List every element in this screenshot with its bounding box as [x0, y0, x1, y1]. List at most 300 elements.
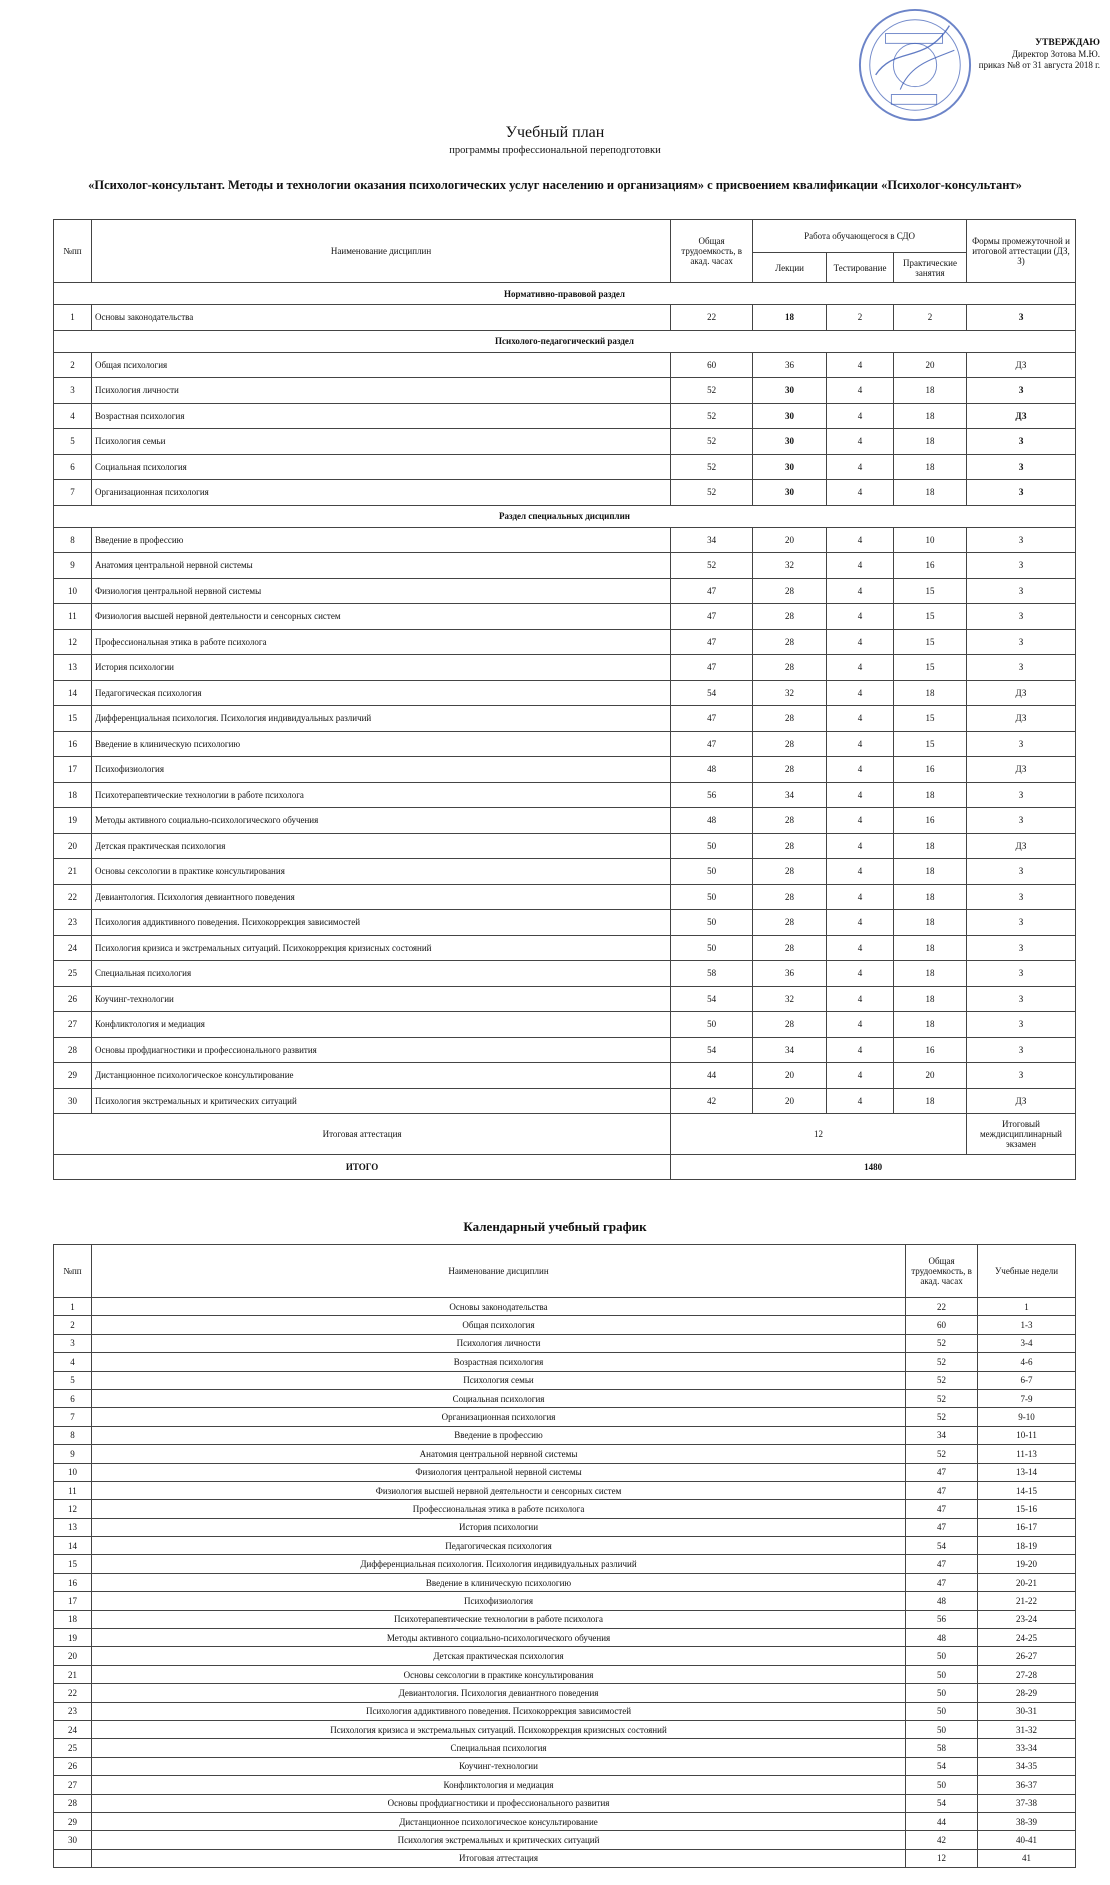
row-name: Профессиональная этика в работе психолога	[91, 629, 670, 655]
row-practice: 18	[894, 1012, 967, 1038]
row-testing: 4	[827, 961, 894, 987]
row-practice: 18	[894, 378, 967, 404]
row-total: 22	[671, 305, 753, 331]
row-total: 47	[671, 604, 753, 630]
row-testing: 4	[827, 782, 894, 808]
row-practice: 18	[894, 910, 967, 936]
row-num: 17	[54, 757, 92, 783]
row-testing: 4	[827, 884, 894, 910]
cal-weeks: 15-16	[978, 1500, 1076, 1518]
row-form: ДЗ	[966, 352, 1075, 378]
approval-director: Директор Зотова М.Ю.	[1011, 49, 1100, 59]
cal-name: История психологии	[91, 1518, 905, 1536]
table-row	[54, 1088, 1076, 1114]
row-total: 56	[671, 782, 753, 808]
row-total: 48	[671, 808, 753, 834]
cal-total: 12	[906, 1849, 978, 1867]
cal-name: Психология семьи	[91, 1371, 905, 1389]
row-total: 47	[671, 578, 753, 604]
cal-total: 47	[906, 1463, 978, 1481]
row-name: Психология аддиктивного поведения. Психокоррекция зависимостей	[91, 910, 670, 936]
row-lectures: 18	[753, 305, 827, 331]
calendar-row	[54, 1426, 1076, 1444]
calendar-row	[54, 1812, 1076, 1830]
table-row	[54, 553, 1076, 579]
row-name: Общая психология	[91, 352, 670, 378]
row-lectures: 28	[753, 731, 827, 757]
cal-weeks: 11-13	[978, 1445, 1076, 1463]
round-stamp-icon	[856, 6, 974, 124]
section-row	[54, 283, 1076, 305]
table-row	[54, 604, 1076, 630]
calendar-row	[54, 1445, 1076, 1463]
row-testing: 4	[827, 527, 894, 553]
cal-total: 47	[906, 1481, 978, 1499]
row-total: 54	[671, 1037, 753, 1063]
row-testing: 4	[827, 859, 894, 885]
row-total: 50	[671, 910, 753, 936]
row-lectures: 36	[753, 961, 827, 987]
row-testing: 4	[827, 578, 894, 604]
row-practice: 15	[894, 655, 967, 681]
row-practice: 18	[894, 403, 967, 429]
row-testing: 4	[827, 808, 894, 834]
header-work: Работа обучающегося в СДО	[753, 220, 967, 253]
cal-name: Физиология центральной нервной системы	[91, 1463, 905, 1481]
table-row	[54, 833, 1076, 859]
table-row	[54, 429, 1076, 455]
calendar-row	[54, 1408, 1076, 1426]
cal-weeks: 19-20	[978, 1555, 1076, 1573]
row-form: З	[966, 859, 1075, 885]
row-name: Организационная психология	[91, 480, 670, 506]
cal-name: Возрастная психология	[91, 1353, 905, 1371]
row-practice: 18	[894, 1088, 967, 1114]
row-form: З	[966, 305, 1075, 331]
row-testing: 4	[827, 680, 894, 706]
row-lectures: 28	[753, 629, 827, 655]
row-form: З	[966, 910, 1075, 936]
row-form: З	[966, 1037, 1075, 1063]
row-lectures: 20	[753, 1063, 827, 1089]
row-practice: 20	[894, 352, 967, 378]
cal-name: Итоговая аттестация	[91, 1849, 905, 1867]
calendar-row	[54, 1794, 1076, 1812]
row-testing: 4	[827, 706, 894, 732]
row-lectures: 28	[753, 808, 827, 834]
row-name: Основы сексологии в практике консультирования	[91, 859, 670, 885]
row-form: З	[966, 986, 1075, 1012]
cal-num: 11	[54, 1481, 92, 1499]
calendar-table	[53, 1244, 1076, 1868]
row-form: З	[966, 1063, 1075, 1089]
row-form: З	[966, 527, 1075, 553]
row-practice: 18	[894, 935, 967, 961]
row-testing: 4	[827, 352, 894, 378]
row-lectures: 28	[753, 706, 827, 732]
row-name: Методы активного социально-психологического обучения	[91, 808, 670, 834]
cal-header-total: Общая трудоемкость, в акад. часах	[906, 1245, 978, 1298]
row-num: 19	[54, 808, 92, 834]
row-num: 26	[54, 986, 92, 1012]
row-lectures: 36	[753, 352, 827, 378]
row-form: ДЗ	[966, 403, 1075, 429]
section-row	[54, 330, 1076, 352]
calendar-row	[54, 1592, 1076, 1610]
table-row	[54, 757, 1076, 783]
cal-num: 14	[54, 1537, 92, 1555]
row-lectures: 28	[753, 859, 827, 885]
row-num: 23	[54, 910, 92, 936]
approval-text	[979, 38, 1100, 71]
cal-weeks: 36-37	[978, 1776, 1076, 1794]
row-total: 52	[671, 454, 753, 480]
row-form: ДЗ	[966, 706, 1075, 732]
row-name: Дифференциальная психология. Психология индивидуальных различий	[91, 706, 670, 732]
cal-name: Специальная психология	[91, 1739, 905, 1757]
row-lectures: 20	[753, 1088, 827, 1114]
row-testing: 4	[827, 1063, 894, 1089]
cal-num: 15	[54, 1555, 92, 1573]
cal-total: 42	[906, 1831, 978, 1849]
row-lectures: 32	[753, 553, 827, 579]
row-num: 12	[54, 629, 92, 655]
row-practice: 15	[894, 578, 967, 604]
row-total: 52	[671, 480, 753, 506]
row-practice: 16	[894, 808, 967, 834]
row-num: 25	[54, 961, 92, 987]
cal-num: 4	[54, 1353, 92, 1371]
row-num: 13	[54, 655, 92, 681]
cal-name: Социальная психология	[91, 1389, 905, 1407]
row-lectures: 30	[753, 480, 827, 506]
cal-num: 6	[54, 1389, 92, 1407]
table-row	[54, 808, 1076, 834]
row-form: З	[966, 808, 1075, 834]
calendar-title: Календарный учебный график	[463, 1219, 647, 1234]
cal-name: Физиология высшей нервной деятельности и сенсорных систем	[91, 1481, 905, 1499]
row-lectures: 34	[753, 1037, 827, 1063]
row-form: З	[966, 604, 1075, 630]
row-name: Дистанционное психологическое консультирование	[91, 1063, 670, 1089]
calendar-row	[54, 1665, 1076, 1683]
approval-order: приказ №8 от 31 августа 2018 г.	[978, 60, 1100, 70]
cal-total: 47	[906, 1573, 978, 1591]
row-name: Психология кризиса и экстремальных ситуаций. Психокоррекция кризисных состояний	[91, 935, 670, 961]
cal-weeks: 31-32	[978, 1720, 1076, 1738]
row-practice: 18	[894, 454, 967, 480]
calendar-row	[54, 1481, 1076, 1499]
calendar-row	[54, 1334, 1076, 1352]
row-total: 47	[671, 655, 753, 681]
table-row	[54, 706, 1076, 732]
row-lectures: 28	[753, 935, 827, 961]
table-row	[54, 859, 1076, 885]
row-name: Педагогическая психология	[91, 680, 670, 706]
cal-weeks: 28-29	[978, 1684, 1076, 1702]
row-form: ДЗ	[966, 680, 1075, 706]
row-testing: 4	[827, 986, 894, 1012]
header-testing: Тестирование	[827, 253, 894, 283]
row-lectures: 28	[753, 833, 827, 859]
cal-num: 26	[54, 1757, 92, 1775]
calendar-row	[54, 1776, 1076, 1794]
cal-num: 9	[54, 1445, 92, 1463]
row-practice: 18	[894, 680, 967, 706]
cal-weeks: 18-19	[978, 1537, 1076, 1555]
table-row	[54, 454, 1076, 480]
row-total: 50	[671, 935, 753, 961]
row-practice: 18	[894, 859, 967, 885]
row-lectures: 28	[753, 1012, 827, 1038]
cal-weeks: 40-41	[978, 1831, 1076, 1849]
calendar-row	[54, 1720, 1076, 1738]
cal-name: Профессиональная этика в работе психолога	[91, 1500, 905, 1518]
cal-num	[54, 1849, 92, 1867]
row-total: 48	[671, 757, 753, 783]
cal-num: 10	[54, 1463, 92, 1481]
cal-num: 18	[54, 1610, 92, 1628]
calendar-row	[54, 1831, 1076, 1849]
row-practice: 15	[894, 604, 967, 630]
cal-name: Психология личности	[91, 1334, 905, 1352]
cal-name: Психология кризиса и экстремальных ситуаций. Психокоррекция кризисных состояний	[91, 1720, 905, 1738]
calendar-row	[54, 1573, 1076, 1591]
cal-total: 47	[906, 1518, 978, 1536]
row-num: 28	[54, 1037, 92, 1063]
calendar-row	[54, 1389, 1076, 1407]
row-practice: 15	[894, 731, 967, 757]
header-total: Общая трудоемкость, в акад. часах	[671, 220, 753, 283]
table-row	[54, 1037, 1076, 1063]
row-num: 29	[54, 1063, 92, 1089]
row-testing: 4	[827, 454, 894, 480]
row-testing: 4	[827, 910, 894, 936]
cal-weeks: 4-6	[978, 1353, 1076, 1371]
cal-weeks: 3-4	[978, 1334, 1076, 1352]
cal-total: 47	[906, 1500, 978, 1518]
row-num: 21	[54, 859, 92, 885]
row-total: 52	[671, 553, 753, 579]
cal-weeks: 16-17	[978, 1518, 1076, 1536]
header-forms: Формы промежуточной и итоговой аттестации (ДЗ, З)	[966, 220, 1075, 283]
table-row	[54, 961, 1076, 987]
row-num: 20	[54, 833, 92, 859]
cal-num: 20	[54, 1647, 92, 1665]
row-form: З	[966, 553, 1075, 579]
calendar-row	[54, 1555, 1076, 1573]
row-name: Возрастная психология	[91, 403, 670, 429]
calendar-row	[54, 1371, 1076, 1389]
final-attestation-label: Итоговая аттестация	[54, 1114, 671, 1155]
section-row	[54, 505, 1076, 527]
table-row	[54, 884, 1076, 910]
total-hours: 1480	[671, 1155, 1076, 1180]
row-practice: 18	[894, 833, 967, 859]
table-row	[54, 578, 1076, 604]
row-testing: 4	[827, 833, 894, 859]
total-label: ИТОГО	[54, 1155, 671, 1180]
header-practice: Практические занятия	[894, 253, 967, 283]
cal-num: 27	[54, 1776, 92, 1794]
calendar-row	[54, 1739, 1076, 1757]
row-lectures: 30	[753, 378, 827, 404]
row-testing: 4	[827, 935, 894, 961]
row-form: З	[966, 480, 1075, 506]
cal-total: 52	[906, 1389, 978, 1407]
cal-name: Педагогическая психология	[91, 1537, 905, 1555]
cal-total: 48	[906, 1592, 978, 1610]
row-lectures: 28	[753, 655, 827, 681]
final-attestation-row	[54, 1114, 1076, 1155]
calendar-row	[54, 1849, 1076, 1867]
cal-num: 25	[54, 1739, 92, 1757]
row-lectures: 28	[753, 910, 827, 936]
row-form: З	[966, 935, 1075, 961]
table-row	[54, 986, 1076, 1012]
cal-header-name: Наименование дисциплин	[91, 1245, 905, 1298]
cal-total: 48	[906, 1629, 978, 1647]
row-num: 15	[54, 706, 92, 732]
table-row	[54, 480, 1076, 506]
row-testing: 4	[827, 480, 894, 506]
row-testing: 4	[827, 1037, 894, 1063]
cal-total: 52	[906, 1408, 978, 1426]
row-practice: 20	[894, 1063, 967, 1089]
row-name: Социальная психология	[91, 454, 670, 480]
row-num: 4	[54, 403, 92, 429]
calendar-row	[54, 1702, 1076, 1720]
table-row	[54, 403, 1076, 429]
final-attestation-form: Итоговый междисциплинарный экзамен	[966, 1114, 1075, 1155]
row-lectures: 30	[753, 454, 827, 480]
row-testing: 4	[827, 757, 894, 783]
row-lectures: 30	[753, 429, 827, 455]
row-testing: 4	[827, 429, 894, 455]
cal-num: 22	[54, 1684, 92, 1702]
table-row	[54, 910, 1076, 936]
row-total: 50	[671, 833, 753, 859]
row-name: Психология личности	[91, 378, 670, 404]
cal-header-num: №пп	[54, 1245, 92, 1298]
row-num: 10	[54, 578, 92, 604]
cal-total: 50	[906, 1702, 978, 1720]
row-name: Основы профдиагностики и профессионального развития	[91, 1037, 670, 1063]
cal-name: Психофизиология	[91, 1592, 905, 1610]
calendar-row	[54, 1353, 1076, 1371]
header-name: Наименование дисциплин	[91, 220, 670, 283]
table-row	[54, 527, 1076, 553]
cal-weeks: 1-3	[978, 1316, 1076, 1334]
cal-weeks: 26-27	[978, 1647, 1076, 1665]
row-practice: 18	[894, 884, 967, 910]
cal-name: Девиантология. Психология девиантного поведения	[91, 1684, 905, 1702]
row-name: Анатомия центральной нервной системы	[91, 553, 670, 579]
cal-weeks: 34-35	[978, 1757, 1076, 1775]
row-total: 52	[671, 403, 753, 429]
row-name: Психотерапевтические технологии в работе психолога	[91, 782, 670, 808]
cal-total: 44	[906, 1812, 978, 1830]
cal-num: 30	[54, 1831, 92, 1849]
row-name: Девиантология. Психология девиантного поведения	[91, 884, 670, 910]
cal-weeks: 21-22	[978, 1592, 1076, 1610]
section-title: Психолого-педагогический раздел	[54, 330, 1076, 352]
row-total: 60	[671, 352, 753, 378]
cal-total: 52	[906, 1353, 978, 1371]
cal-total: 50	[906, 1776, 978, 1794]
cal-total: 54	[906, 1794, 978, 1812]
row-form: З	[966, 1012, 1075, 1038]
cal-weeks: 38-39	[978, 1812, 1076, 1830]
cal-num: 7	[54, 1408, 92, 1426]
cal-weeks: 10-11	[978, 1426, 1076, 1444]
row-total: 47	[671, 706, 753, 732]
row-total: 42	[671, 1088, 753, 1114]
cal-num: 16	[54, 1573, 92, 1591]
row-form: ДЗ	[966, 833, 1075, 859]
cal-weeks: 27-28	[978, 1665, 1076, 1683]
row-num: 3	[54, 378, 92, 404]
final-attestation-hours: 12	[671, 1114, 967, 1155]
header-num: №пп	[54, 220, 92, 283]
approval-title: УТВЕРЖДАЮ	[1035, 38, 1100, 48]
calendar-row	[54, 1647, 1076, 1665]
cal-name: Конфликтология и медиация	[91, 1776, 905, 1794]
row-practice: 18	[894, 961, 967, 987]
row-lectures: 28	[753, 884, 827, 910]
row-form: З	[966, 961, 1075, 987]
row-name: Физиология центральной нервной системы	[91, 578, 670, 604]
section-title: Раздел специальных дисциплин	[54, 505, 1076, 527]
cal-name: Коучинг-технологии	[91, 1757, 905, 1775]
table-row	[54, 1012, 1076, 1038]
cal-num: 19	[54, 1629, 92, 1647]
row-num: 1	[54, 305, 92, 331]
row-lectures: 34	[753, 782, 827, 808]
row-practice: 18	[894, 782, 967, 808]
cal-weeks: 33-34	[978, 1739, 1076, 1757]
cal-name: Психология аддиктивного поведения. Психокоррекция зависимостей	[91, 1702, 905, 1720]
cal-total: 50	[906, 1665, 978, 1683]
row-name: Специальная психология	[91, 961, 670, 987]
row-total: 50	[671, 859, 753, 885]
program-title: «Психолог-консультант. Методы и технологии оказания психологических услуг населению и организациям» с присвоением квалификации «Психолог-консультант»	[88, 178, 1022, 192]
cal-num: 3	[54, 1334, 92, 1352]
row-practice: 16	[894, 553, 967, 579]
cal-num: 1	[54, 1298, 92, 1316]
cal-total: 52	[906, 1445, 978, 1463]
row-name: Конфликтология и медиация	[91, 1012, 670, 1038]
calendar-row	[54, 1298, 1076, 1316]
row-name: История психологии	[91, 655, 670, 681]
table-row	[54, 378, 1076, 404]
calendar-row	[54, 1757, 1076, 1775]
page-title: Учебный план	[505, 124, 605, 141]
row-lectures: 28	[753, 604, 827, 630]
row-name: Психология экстремальных и критических ситуаций	[91, 1088, 670, 1114]
cal-weeks: 6-7	[978, 1371, 1076, 1389]
row-name: Введение в клиническую психологию	[91, 731, 670, 757]
row-testing: 4	[827, 1088, 894, 1114]
cal-weeks: 13-14	[978, 1463, 1076, 1481]
cal-name: Общая психология	[91, 1316, 905, 1334]
cal-weeks: 24-25	[978, 1629, 1076, 1647]
row-num: 18	[54, 782, 92, 808]
row-testing: 4	[827, 655, 894, 681]
calendar-row	[54, 1610, 1076, 1628]
row-testing: 4	[827, 378, 894, 404]
row-total: 34	[671, 527, 753, 553]
